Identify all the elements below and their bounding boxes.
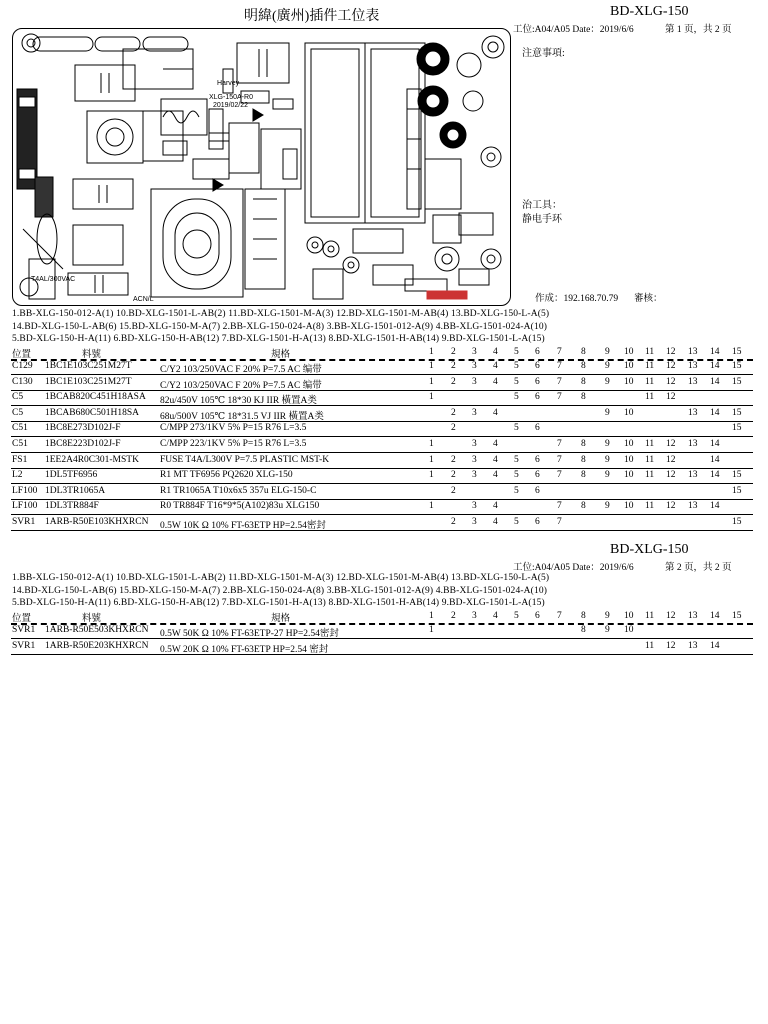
variant-line: 1.BB-XLG-150-012-A(1) 10.BD-XLG-1501-L-AB(2) 11.BD-XLG-1501-M-A(3) 12.BD-XLG-1501-M-AB(4) 13.BD-XLG-150-L-A(5) <box>12 309 550 319</box>
header-spec: 規格 <box>271 614 291 624</box>
variant-col-5: 5 <box>514 423 519 434</box>
table-row <box>11 375 753 391</box>
header-spec: 規格 <box>271 350 291 360</box>
variant-col-12: 12 <box>666 470 676 481</box>
variant-col-2: 2 <box>451 376 456 387</box>
variant-col-10: 10 <box>624 470 634 481</box>
variant-col-11: 11 <box>645 347 655 357</box>
variant-col-15: 15 <box>732 376 742 387</box>
variant-col-2: 2 <box>451 517 456 527</box>
station-date: 工位:A04/A05 Date：2019/6/6 <box>513 25 634 35</box>
variant-col-9: 9 <box>605 376 610 387</box>
table-row <box>11 359 753 375</box>
cell-part-number: 1ARB-R50E503KHXRCN <box>45 625 149 635</box>
variant-col-7: 7 <box>557 361 562 371</box>
variant-col-3: 3 <box>472 376 477 387</box>
variant-col-9: 9 <box>605 611 610 621</box>
variant-col-7: 7 <box>557 517 562 527</box>
variant-col-12: 12 <box>666 439 676 449</box>
variant-col-13: 13 <box>688 439 698 449</box>
variant-col-11: 11 <box>645 392 655 403</box>
variant-col-9: 9 <box>605 501 610 512</box>
header-pos: 位置 <box>12 614 32 624</box>
board-date-label: 2019/02/22 <box>213 102 249 109</box>
variant-col-1: 1 <box>429 470 434 481</box>
variant-col-13: 13 <box>688 361 698 371</box>
variant-col-7: 7 <box>557 347 562 357</box>
page-number-page2: 第 2 页，共 2 页 <box>665 563 732 573</box>
variant-col-8: 8 <box>581 361 586 371</box>
variant-col-14: 14 <box>710 361 720 371</box>
variant-col-14: 14 <box>710 347 720 357</box>
variant-col-3: 3 <box>472 361 477 371</box>
variant-col-11: 11 <box>645 470 655 481</box>
variant-col-7: 7 <box>557 470 562 481</box>
cell-part-number: 1DL5TF6956 <box>45 470 98 481</box>
board-caution-label: ACN/L <box>133 296 154 303</box>
variant-col-12: 12 <box>666 611 676 621</box>
variant-col-13: 13 <box>688 640 698 651</box>
variant-col-4: 4 <box>493 501 498 512</box>
cell-part-number: 1BC8E273D102J-F <box>45 423 121 434</box>
variant-col-3: 3 <box>472 454 477 465</box>
model-name-page2: BD-XLG-150 <box>610 542 689 557</box>
cell-position: FS1 <box>12 454 28 465</box>
variant-col-1: 1 <box>429 454 434 465</box>
review-label: 審核： <box>634 294 663 304</box>
cell-position: C51 <box>12 423 28 434</box>
station-date-page2: 工位:A04/A05 Date：2019/6/6 <box>513 563 634 573</box>
cell-position: LF100 <box>12 501 38 512</box>
variant-col-4: 4 <box>493 361 498 371</box>
variant-col-5: 5 <box>514 347 519 357</box>
cell-position: SVR1 <box>12 517 36 527</box>
variant-col-9: 9 <box>605 470 610 481</box>
header-part: 料號 <box>82 350 102 360</box>
variant-col-11: 11 <box>645 501 655 512</box>
variant-col-12: 12 <box>666 347 676 357</box>
cell-spec: 0.5W 10K Ω 10% FT-63ETP HP=2.54密封 <box>160 521 326 531</box>
variant-col-6: 6 <box>535 347 540 357</box>
board-model-label: XLG-150A-R0 <box>209 94 253 101</box>
cell-position: SVR1 <box>12 625 36 635</box>
variant-col-13: 13 <box>688 501 698 512</box>
variant-col-13: 13 <box>688 376 698 387</box>
table-row <box>11 453 753 469</box>
variant-col-3: 3 <box>472 470 477 481</box>
variant-col-14: 14 <box>710 611 720 621</box>
cell-part-number: 1ARB-R50E203KHXRCN <box>45 640 149 651</box>
variant-col-10: 10 <box>624 361 634 371</box>
variant-col-9: 9 <box>605 361 610 371</box>
variant-col-4: 4 <box>493 611 498 621</box>
variant-col-6: 6 <box>535 485 540 496</box>
cell-spec: FUSE T4A/L300V P=7.5 PLASTIC MST-K <box>160 454 330 465</box>
table-row <box>11 437 753 453</box>
variant-col-5: 5 <box>514 485 519 496</box>
variant-col-14: 14 <box>710 439 720 449</box>
cell-part-number: 1DL3TR884F <box>45 501 99 512</box>
cell-position: C5 <box>12 407 24 418</box>
variant-col-2: 2 <box>451 361 456 371</box>
variant-col-14: 14 <box>710 470 720 481</box>
variant-col-2: 2 <box>451 347 456 357</box>
notes-label: 注意事項: <box>522 48 565 59</box>
variant-col-13: 13 <box>688 407 698 418</box>
variant-col-8: 8 <box>581 439 586 449</box>
variant-col-9: 9 <box>605 454 610 465</box>
variant-col-14: 14 <box>710 640 720 651</box>
variant-col-6: 6 <box>535 517 540 527</box>
variant-col-1: 1 <box>429 361 434 371</box>
author-label: 作成：192.168.70.79 <box>535 294 619 304</box>
variant-col-12: 12 <box>666 640 676 651</box>
model-name: BD-XLG-150 <box>610 4 689 19</box>
variant-col-1: 1 <box>429 625 434 635</box>
variant-col-10: 10 <box>624 501 634 512</box>
variant-col-4: 4 <box>493 439 498 449</box>
variant-col-5: 5 <box>514 454 519 465</box>
variant-col-6: 6 <box>535 376 540 387</box>
variant-col-12: 12 <box>666 454 676 465</box>
variant-col-7: 7 <box>557 376 562 387</box>
variant-line: 14.BD-XLG-150-L-AB(6) 15.BD-XLG-150-M-A(7) 2.BB-XLG-150-024-A(8) 3.BB-XLG-1501-012-A(9) 4.BB-XLG-1501-024-A(10) <box>12 585 548 596</box>
variant-col-6: 6 <box>535 611 540 621</box>
table-row <box>11 468 753 484</box>
variant-col-4: 4 <box>493 347 498 357</box>
variant-col-2: 2 <box>451 485 456 496</box>
variant-col-5: 5 <box>514 376 519 387</box>
cell-spec: R1 MT TF6956 PQ2620 XLG-150 <box>160 470 293 481</box>
variant-col-7: 7 <box>557 501 562 512</box>
variant-col-7: 7 <box>557 454 562 465</box>
variant-col-6: 6 <box>535 392 540 403</box>
variant-col-11: 11 <box>645 376 655 387</box>
variant-col-1: 1 <box>429 611 434 621</box>
variant-col-6: 6 <box>535 423 540 434</box>
variant-col-10: 10 <box>624 439 634 449</box>
table-row <box>11 623 753 639</box>
variant-col-14: 14 <box>710 501 720 512</box>
variant-col-6: 6 <box>535 454 540 465</box>
variant-col-8: 8 <box>581 347 586 357</box>
variant-col-3: 3 <box>472 517 477 527</box>
cell-position: C51 <box>12 439 28 449</box>
variant-col-12: 12 <box>666 376 676 387</box>
board-rating-label: T4AL/300VAC <box>31 276 76 283</box>
cell-part-number: 1DL3TR1065A <box>45 485 106 496</box>
variant-col-14: 14 <box>710 454 720 465</box>
variant-col-13: 13 <box>688 347 698 357</box>
variant-col-15: 15 <box>732 517 742 527</box>
variant-line: 14.BD-XLG-150-L-AB(6) 15.BD-XLG-150-M-A(7) 2.BB-XLG-150-024-A(8) 3.BB-XLG-1501-012-A(9) 4.BB-XLG-1501-024-A(10) <box>12 321 548 332</box>
variant-col-3: 3 <box>472 439 477 449</box>
cell-spec: C/Y2 103/250VAC F 20% P=7.5 AC 编带 <box>160 365 322 375</box>
variant-line: 5.BD-XLG-150-H-A(11) 6.BD-XLG-150-H-AB(12) 7.BD-XLG-1501-H-A(13) 8.BD-XLG-1501-H-AB(14) 9.BD-XLG-1501-L-A(15) <box>12 334 545 344</box>
variant-col-12: 12 <box>666 361 676 371</box>
variant-col-3: 3 <box>472 501 477 512</box>
variant-col-8: 8 <box>581 454 586 465</box>
variant-col-1: 1 <box>429 347 434 357</box>
variant-col-15: 15 <box>732 611 742 621</box>
variant-col-11: 11 <box>645 439 655 449</box>
variant-line: 5.BD-XLG-150-H-A(11) 6.BD-XLG-150-H-AB(12) 7.BD-XLG-1501-H-A(13) 8.BD-XLG-1501-H-AB(14) 9.BD-XLG-1501-L-A(15) <box>12 598 545 608</box>
variant-col-5: 5 <box>514 392 519 403</box>
variant-col-10: 10 <box>624 611 634 621</box>
variant-col-9: 9 <box>605 347 610 357</box>
tools-value: 静电手环 <box>522 214 562 225</box>
variant-col-8: 8 <box>581 392 586 403</box>
variant-col-11: 11 <box>645 361 655 371</box>
cell-position: SVR1 <box>12 640 36 651</box>
variant-col-3: 3 <box>472 611 477 621</box>
cell-spec: C/Y2 103/250VAC F 20% P=7.5 AC 编带 <box>160 380 322 391</box>
variant-col-11: 11 <box>645 611 655 621</box>
variant-col-2: 2 <box>451 407 456 418</box>
variant-col-11: 11 <box>645 454 655 465</box>
table-row <box>11 484 753 500</box>
variant-col-12: 12 <box>666 392 676 403</box>
variant-col-9: 9 <box>605 407 610 418</box>
variant-col-15: 15 <box>732 361 742 371</box>
variant-col-8: 8 <box>581 611 586 621</box>
table-row <box>11 499 753 515</box>
cell-part-number: 1EE2A4R0C301-MSTK <box>45 454 139 465</box>
variant-col-14: 14 <box>710 407 720 418</box>
variant-col-7: 7 <box>557 392 562 403</box>
variant-col-1: 1 <box>429 392 434 403</box>
variant-col-8: 8 <box>581 470 586 481</box>
cell-spec: 68u/500V 105℃ 18*31.5 VJ IIR 橫置A类 <box>160 411 324 422</box>
table-row <box>11 421 753 437</box>
variant-col-15: 15 <box>732 485 742 496</box>
variant-col-4: 4 <box>493 470 498 481</box>
variant-col-4: 4 <box>493 517 498 527</box>
variant-col-10: 10 <box>624 625 634 635</box>
variant-col-7: 7 <box>557 611 562 621</box>
variant-col-15: 15 <box>732 470 742 481</box>
cell-part-number: 1BC1E103C251M27T <box>45 376 132 387</box>
variant-col-11: 11 <box>645 640 655 651</box>
variant-col-4: 4 <box>493 454 498 465</box>
board-maker-label: Harvey <box>217 80 240 87</box>
variant-col-6: 6 <box>535 361 540 371</box>
header-part: 料號 <box>82 614 102 624</box>
variant-col-5: 5 <box>514 361 519 371</box>
variant-col-1: 1 <box>429 501 434 512</box>
variant-col-5: 5 <box>514 611 519 621</box>
variant-col-6: 6 <box>535 470 540 481</box>
variant-col-10: 10 <box>624 454 634 465</box>
variant-line: 1.BB-XLG-150-012-A(1) 10.BD-XLG-1501-L-AB(2) 11.BD-XLG-1501-M-A(3) 12.BD-XLG-1501-M-AB(4) 13.BD-XLG-150-L-A(5) <box>12 573 550 583</box>
variant-col-10: 10 <box>624 347 634 357</box>
variant-col-3: 3 <box>472 407 477 418</box>
variant-col-12: 12 <box>666 501 676 512</box>
cell-spec: R1 TR1065A T10x6x5 357u ELG-150-C <box>160 485 317 496</box>
variant-col-5: 5 <box>514 470 519 481</box>
variant-col-2: 2 <box>451 470 456 481</box>
table-row <box>11 390 753 406</box>
cell-position: LF100 <box>12 485 38 496</box>
cell-position: L2 <box>12 470 23 481</box>
cell-spec: C/MPP 273/1KV 5% P=15 R76 L=3.5 <box>160 423 307 434</box>
variant-col-15: 15 <box>732 347 742 357</box>
cell-part-number: 1BC8E223D102J-F <box>45 439 121 449</box>
variant-col-10: 10 <box>624 376 634 387</box>
table-row <box>11 406 753 422</box>
cell-spec: R0 TR884F T16*9*5(A102)83u XLG150 <box>160 501 320 512</box>
pcb-svg <box>13 29 510 305</box>
page-number: 第 1 页，共 2 页 <box>665 25 732 35</box>
cell-spec: C/MPP 223/1KV 5% P=15 R76 L=3.5 <box>160 439 307 449</box>
variant-col-4: 4 <box>493 376 498 387</box>
table-row <box>11 639 753 655</box>
header-pos: 位置 <box>12 350 32 360</box>
variant-col-15: 15 <box>732 407 742 418</box>
variant-col-13: 13 <box>688 470 698 481</box>
cell-part-number: 1BCAB680C501H18SA <box>45 407 139 418</box>
variant-col-3: 3 <box>472 347 477 357</box>
variant-list <box>12 308 549 346</box>
variant-col-1: 1 <box>429 376 434 387</box>
cell-position: C129 <box>12 361 33 371</box>
variant-col-7: 7 <box>557 439 562 449</box>
cell-part-number: 1ARB-R50E103KHXRCN <box>45 517 149 527</box>
variant-col-1: 1 <box>429 439 434 449</box>
cell-position: C5 <box>12 392 24 403</box>
variant-col-14: 14 <box>710 376 720 387</box>
table-row <box>11 515 753 531</box>
variant-col-10: 10 <box>624 407 634 418</box>
variant-col-2: 2 <box>451 611 456 621</box>
cell-part-number: 1BC1E103C251M27T <box>45 361 132 371</box>
cell-spec: 82u/450V 105℃ 18*30 KJ IIR 橫置A类 <box>160 396 317 407</box>
variant-col-8: 8 <box>581 501 586 512</box>
cell-spec: 0.5W 20K Ω 10% FT-63ETP HP=2.54 密封 <box>160 644 329 655</box>
page-title: 明緯(廣州)插件工位表 <box>244 9 380 24</box>
variant-col-8: 8 <box>581 625 586 635</box>
variant-list-page2 <box>12 572 549 610</box>
variant-col-9: 9 <box>605 439 610 449</box>
variant-col-4: 4 <box>493 407 498 418</box>
variant-col-8: 8 <box>581 376 586 387</box>
cell-part-number: 1BCAB820C451H18ASA <box>45 392 146 403</box>
variant-col-5: 5 <box>514 517 519 527</box>
cell-position: C130 <box>12 376 33 387</box>
variant-col-2: 2 <box>451 454 456 465</box>
variant-col-13: 13 <box>688 611 698 621</box>
variant-col-9: 9 <box>605 625 610 635</box>
cell-spec: 0.5W 50K Ω 10% FT-63ETP-27 HP=2.54密封 <box>160 629 339 639</box>
variant-col-2: 2 <box>451 423 456 434</box>
tools-label: 治工具： <box>522 200 562 211</box>
pcb-layout-drawing <box>12 28 511 306</box>
variant-col-15: 15 <box>732 423 742 434</box>
